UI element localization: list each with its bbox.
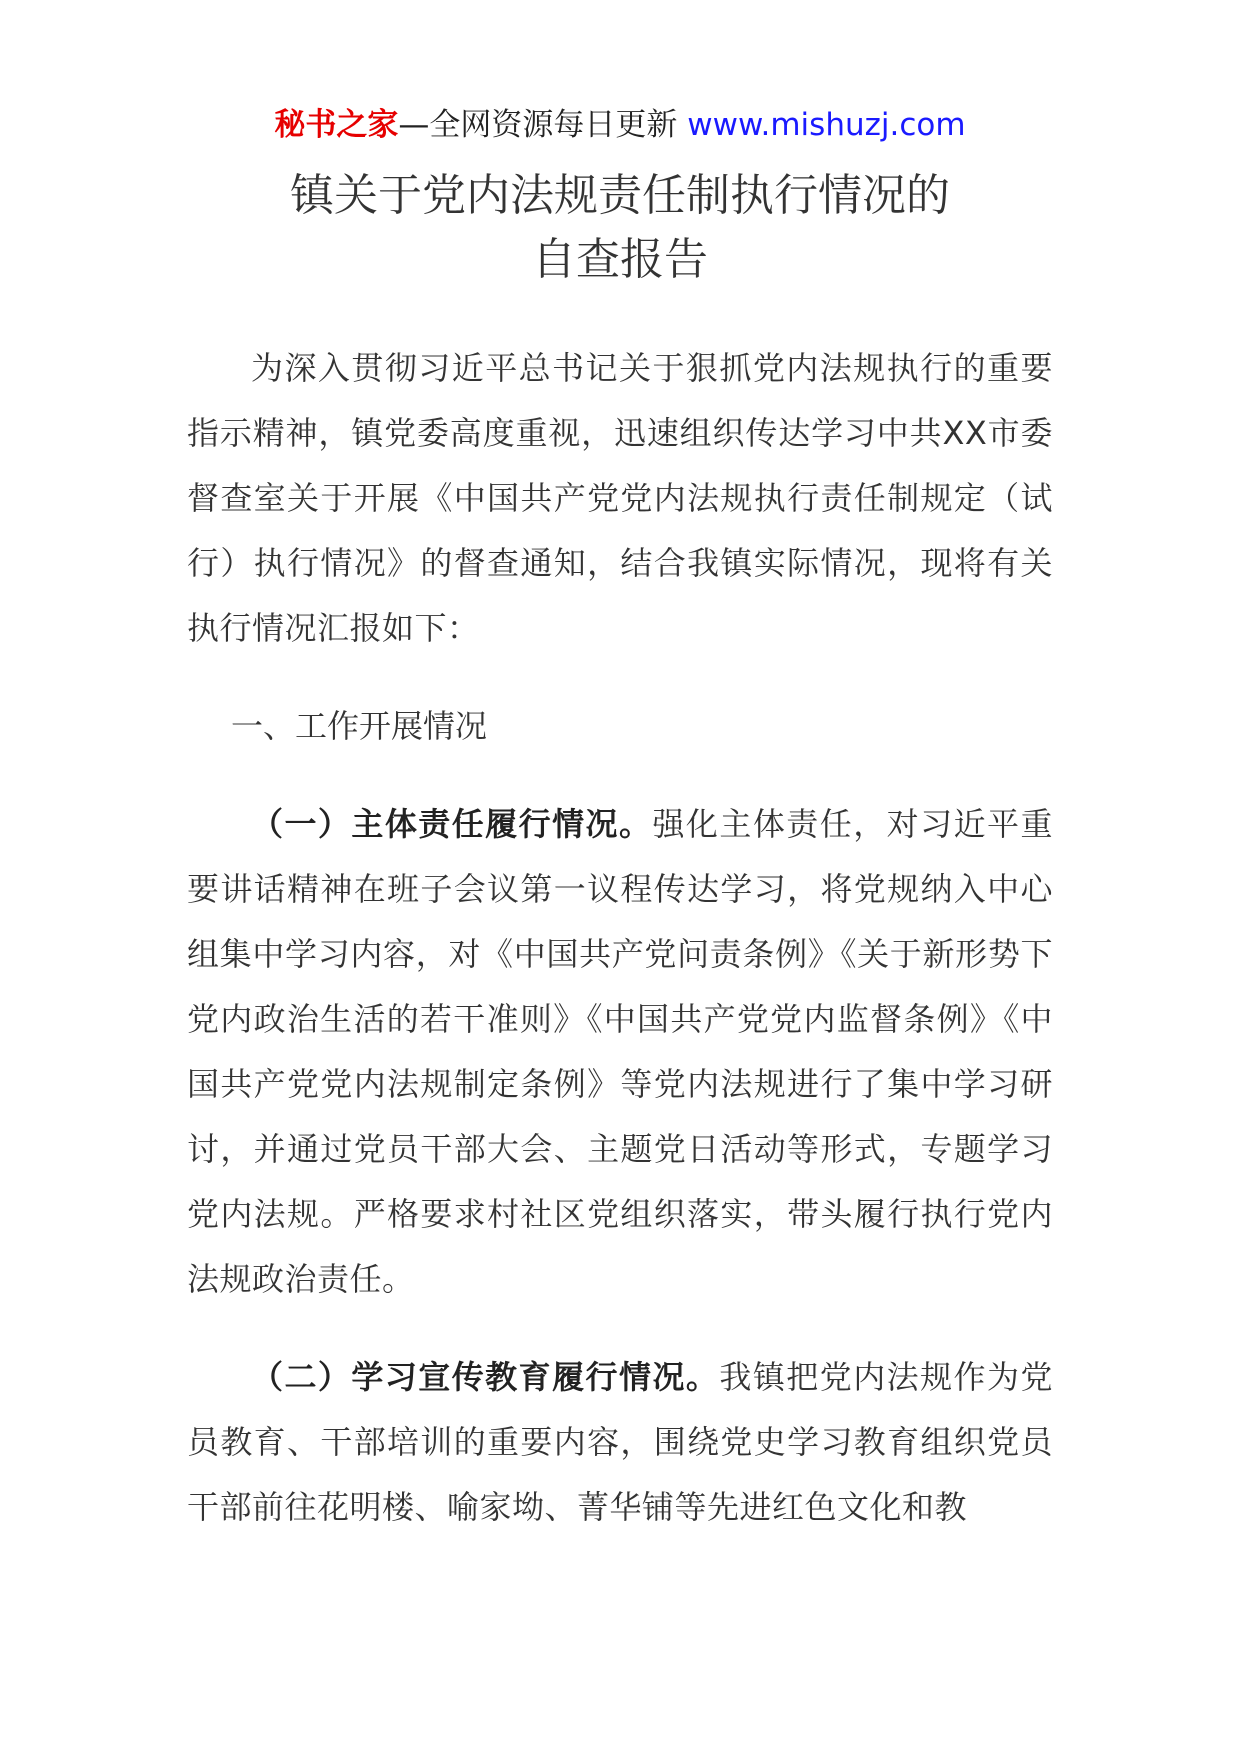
intro-paragraph: 为深入贯彻习近平总书记关于狠抓党内法规执行的重要指示精神，镇党委高度重视，迅速组织传达学习中共XX市委督查室关于开展《中国共产党党内法规执行责任制规定（试行）执行情况》的督查通知，结合我镇实际情况，现将有关执行情况汇报如下： xyxy=(187,349,1053,647)
section-heading-1: 一、工作开展情况 xyxy=(231,707,488,745)
item-1-lead: （一）主体责任履行情况。 xyxy=(251,805,653,843)
document-title-line-1: 镇关于党内法规责任制执行情况的 xyxy=(290,170,950,221)
document-body xyxy=(187,336,1053,1540)
item-2-paragraph xyxy=(187,1345,1053,1540)
item-1-body: 强化主体责任，对习近平重要讲话精神在班子会议第一议程传达学习，将党规纳入中心组集中学习内容，对《中国共产党问责条例》《关于新形势下党内政治生活的若干准则》《中国共产党党内监督条例》《中国共产党党内法规制定条例》等党内法规进行了集中学习研讨，并通过党员干部大会、主题党日活动等形式，专题学习党内法规。严格要求村社区党组织落实，带头履行执行党内法规政治责任。 xyxy=(187,805,1053,1298)
brand-name: 秘书之家 xyxy=(274,107,399,143)
item-2-lead: （二）学习宣传教育履行情况。 xyxy=(251,1358,720,1396)
item-2-body: 我镇把党内法规作为党员教育、干部培训的重要内容，围绕党史学习教育组织党员干部前往花明楼、喻家坳、菁华铺等先进红色文化和教 xyxy=(187,1358,1053,1526)
site-url-link[interactable]: www.mishuzj.com xyxy=(687,107,966,143)
site-header xyxy=(0,100,1240,150)
item-1-paragraph xyxy=(187,792,1053,1312)
document-title-line-2: 自查报告 xyxy=(532,234,708,285)
header-tagline: —全网资源每日更新 xyxy=(398,107,678,143)
